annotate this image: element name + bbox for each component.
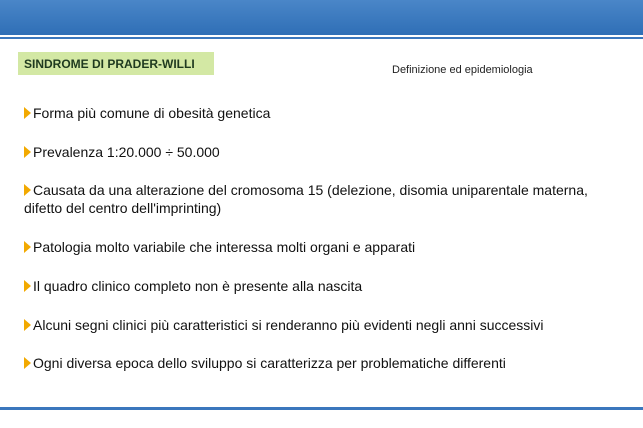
arrow-right-icon [24, 319, 31, 331]
bullet-item [24, 104, 624, 122]
arrow-right-icon [24, 357, 31, 369]
arrow-right-icon [24, 280, 31, 292]
bullet-text: Ogni diversa epoca dello sviluppo si caratterizza per problematiche differenti [33, 355, 506, 371]
arrow-right-icon [24, 146, 31, 158]
slide-title-box [18, 52, 214, 75]
arrow-right-icon [24, 107, 31, 119]
slide-title: SINDROME DI PRADER-WILLI [24, 56, 195, 71]
footer-divider [0, 407, 643, 410]
bullet-text: Prevalenza 1:20.000 ÷ 50.000 [33, 144, 220, 160]
header-bar [0, 0, 643, 35]
arrow-right-icon [24, 241, 31, 253]
bullet-item [24, 354, 624, 372]
bullet-item [24, 316, 624, 334]
bullet-item [24, 181, 624, 217]
bullet-text: Forma più comune di obesità genetica [33, 105, 271, 121]
bullet-text: Patologia molto variabile che interessa molti organi e apparati [33, 239, 416, 255]
bullet-text: Alcuni segni clinici più caratteristici si renderanno più evidenti negli anni successivi [33, 317, 544, 333]
header-divider [0, 37, 643, 39]
bullet-text: Causata da una alterazione del cromosoma 15 (delezione, disomia uniparentale materna, difetto del centro dell'imprinting) [24, 182, 588, 216]
arrow-right-icon [24, 184, 31, 196]
bullet-text: Il quadro clinico completo non è presente alla nascita [33, 278, 363, 294]
bullet-item [24, 143, 624, 161]
bullet-item [24, 238, 624, 256]
bullet-item [24, 277, 624, 295]
slide-subtitle: Definizione ed epidemiologia [392, 64, 533, 76]
